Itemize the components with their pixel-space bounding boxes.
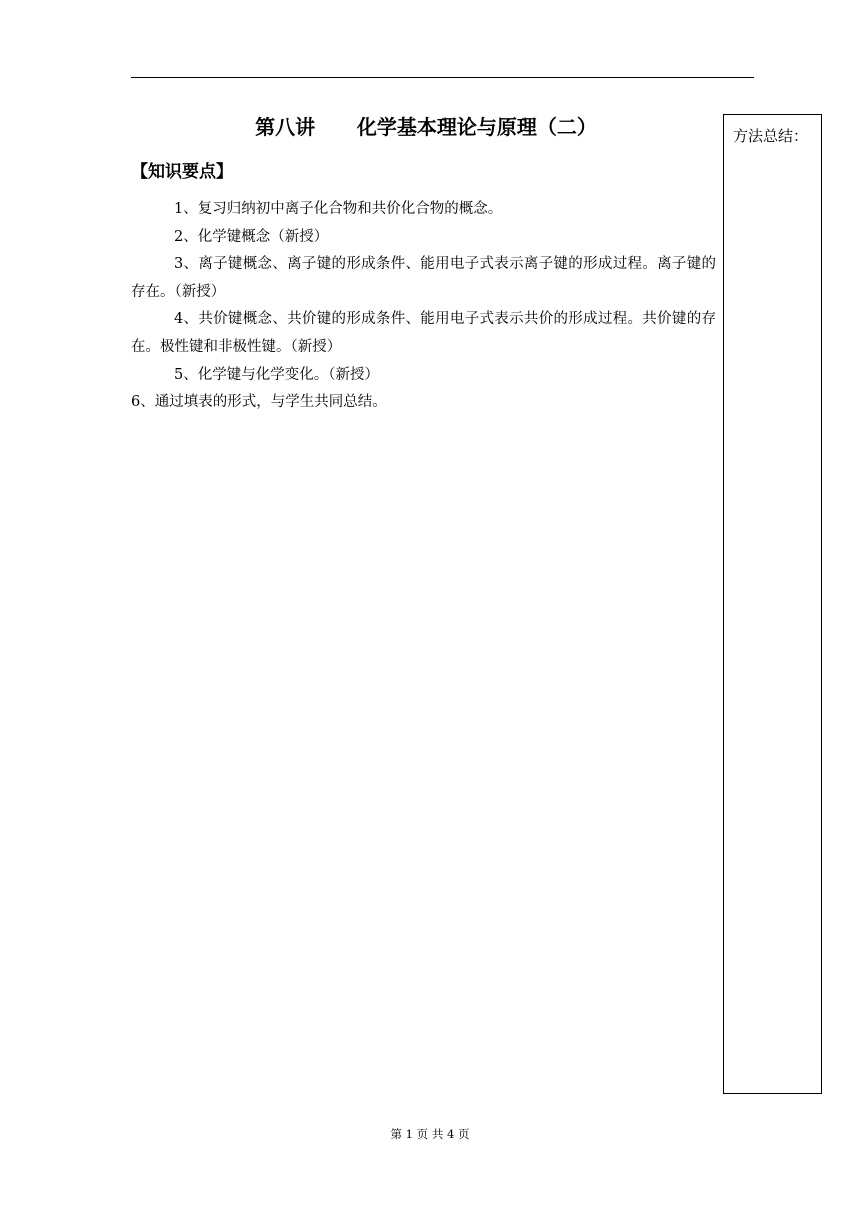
knowledge-points-list [131,196,716,417]
page-title: 第八讲 化学基本理论与原理（二） [255,115,597,139]
knowledge-point-2: 2、化学键概念（新授） [174,228,329,245]
method-summary-label: 方法总结： [733,127,809,145]
knowledge-point-5: 5、化学键与化学变化。（新授） [174,366,379,383]
knowledge-point-6: 6、通过填表的形式，与学生共同总结。 [131,394,387,411]
knowledge-point-4: 4、共价键概念、共价键的形成条件、能用电子式表示共价的形成过程。共价键的存在。极性键和非极性键。（新授） [131,311,716,355]
page-footer: 第 1 页 共 4 页 [390,1127,470,1141]
method-summary-box [723,114,822,1094]
header-rule [131,77,754,78]
section-heading: 【知识要点】 [131,162,233,182]
knowledge-point-1: 1、复习归纳初中离子化合物和共价化合物的概念。 [174,201,503,217]
knowledge-point-3: 3、离子键概念、离子键的形成条件、能用电子式表示离子键的形成过程。离子键的存在。（新授） [131,256,716,300]
